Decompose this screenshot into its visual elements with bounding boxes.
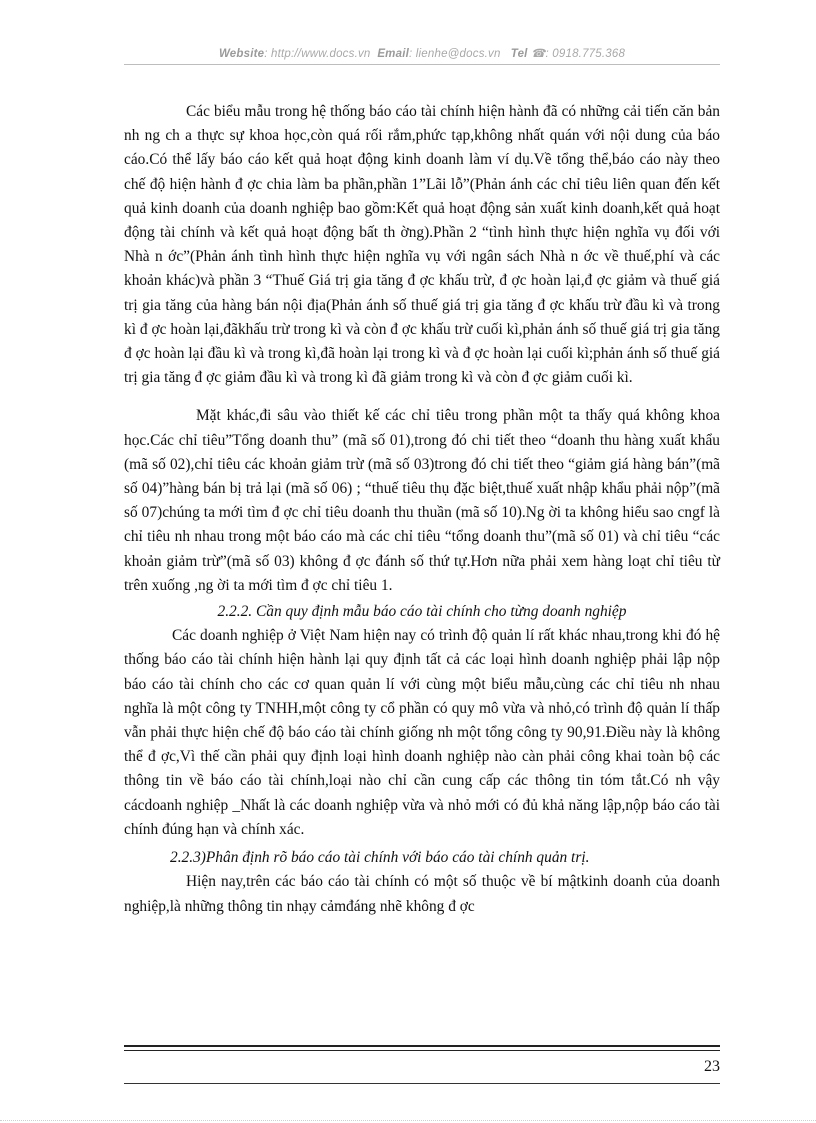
section-heading-2-2-2: 2.2.2. Cần quy định mẫu báo cáo tài chính cho từng doanh nghiệp (217, 603, 627, 621)
tel-value: ☎: 0918.775.368 (530, 48, 626, 60)
header-divider (124, 64, 720, 65)
paragraph-3: Các doanh nghiệp ở Việt Nam hiện nay có trình độ quản lí rất khác nhau,trong khi đó hệ thống báo cáo tài chính hiện hành lại quy định tất cả các loại hình doanh nghiệp phải lập nộp báo cáo tài chính cho các cơ quan quản lí với cùng một biểu mẫu,cùng các chỉ tiêu nh nhau nghĩa là một công ty TNHH,một công ty cổ phần có quy mô vừa và nhỏ,có trình độ quản lí thấp vẫn phải thực hiện chế độ báo cáo tài chính giống nh một tổng công ty 90,91.Điều này là không thể đ ợc,Vì thế cần phải quy định loại hình doanh nghiệp nào càn phải công khai toàn bộ các thông tin về báo cáo tài chính,loại nào chỉ cần cung cấp các thông tin tóm tắt.Có nh vậy cácdoanh nghiệp _Nhất là các doanh nghiệp vừa và nhỏ mới có đủ khả năng lập,nộp báo cáo tài chính đúng hạn và chính xác. (124, 627, 720, 838)
email-value: : lienhe@docs.vn (409, 48, 501, 60)
email-label: Email (377, 48, 409, 60)
document-body (124, 100, 720, 919)
paragraph-2: Mặt khác,đi sâu vào thiết kế các chỉ tiêu trong phần một ta thấy quá không khoa học.Các chỉ tiêu”Tổng doanh thu” (mã số 01),trong đó chi tiết theo “doanh thu hàng xuất khẩu (mã số 02),chỉ tiêu các khoản giảm trừ (mã số 03)trong đó chi tiết theo “giảm giá hàng bán”(mã số 04)”hàng bán bị trả lại (mã số 06) ; “thuế tiêu thụ đặc biệt,thuế xuất nhập khẩu phải nộp”(mã số 07)chúng ta mới tìm đ ợc chỉ tiêu doanh thu thuần (mã số 10).Ng ời ta không hiểu sao cngf là chỉ tiêu nh nhau trong một báo cáo mà các chỉ tiêu “tổng doanh thu”(mã số 01) và chỉ tiêu “các khoản giảm trừ”(mã số 03) không đ ợc đánh số thứ tự.Hơn nữa phải xem hàng loạt chỉ tiêu từ trên xuống ,ng ời ta mới tìm đ ợc chỉ tiêu 1. (124, 407, 720, 594)
paragraph-1: Các biểu mẫu trong hệ thống báo cáo tài chính hiện hành đã có những cải tiến căn bản nh ng ch a thực sự khoa học,còn quá rối rắm,phức tạp,không nhất quán với nội dung của báo cáo.Có thể lấy báo cáo kết quả hoạt động kinh doanh làm ví dụ.Về tổng thể,báo cáo này theo chế độ hiện hành đ ợc chia làm ba phần,phần 1”Lãi lỗ”(Phản ánh các chỉ tiêu liên quan đến kết quả kinh doanh của doanh nghiệp bao gồm:Kết quả hoạt động sản xuất kinh doanh,kết quả hoạt động tài chính và kết quả hoạt động bất th ờng).Phần 2 “tình hình thực hiện nghĩa vụ đối với Nhà n ớc”(Phản ánh tình hình thực hiện nghĩa vụ với ngân sách Nhà n ớc về thuế,phí và các khoản khác)và phần 3 “Thuế Giá trị gia tăng đ ợc khấu trừ, đ ợc hoàn lại,đ ợc giảm và thuế giá trị gia tăng của hàng bán nội địa(Phản ánh số thuế giá trị gia tăng đ ợc khấu trừ đầu kì và trong kì đ ợc hoàn lại,đãkhấu trừ trong kì và còn đ ợc khấu trừ cuối kì,phản ánh số thuế giá trị gia tăng đ ợc hoàn lại đầu kì và trong kì,đã hoàn lại trong kì và đ ợc hoàn lại cuối kì;phản ánh số thuế giá trị gia tăng đ ợc giảm đầu kì và trong kì đã giảm trong kì và còn đ ợc giảm cuối kì. (124, 103, 720, 387)
website-value: : http://www.docs.vn (264, 48, 371, 60)
website-label: Website (218, 48, 265, 60)
section-heading-2-2-3: 2.2.3)Phân định rõ báo cáo tài chính với báo cáo tài chính quản trị. (170, 849, 590, 867)
tel-label: Tel (510, 48, 528, 60)
footer-divider-bottom (124, 1083, 720, 1084)
paragraph-4: Hiện nay,trên các báo cáo tài chính có một số thuộc về bí mậtkinh doanh của doanh nghiệp,là những thông tin nhạy cảmđáng nhẽ không đ ợc (124, 873, 720, 915)
page-number: 23 (704, 1058, 720, 1075)
page-edge-dotted (0, 1120, 816, 1121)
footer-divider-thin (124, 1050, 720, 1051)
page-header (124, 46, 720, 60)
footer-divider-thick (124, 1045, 720, 1047)
